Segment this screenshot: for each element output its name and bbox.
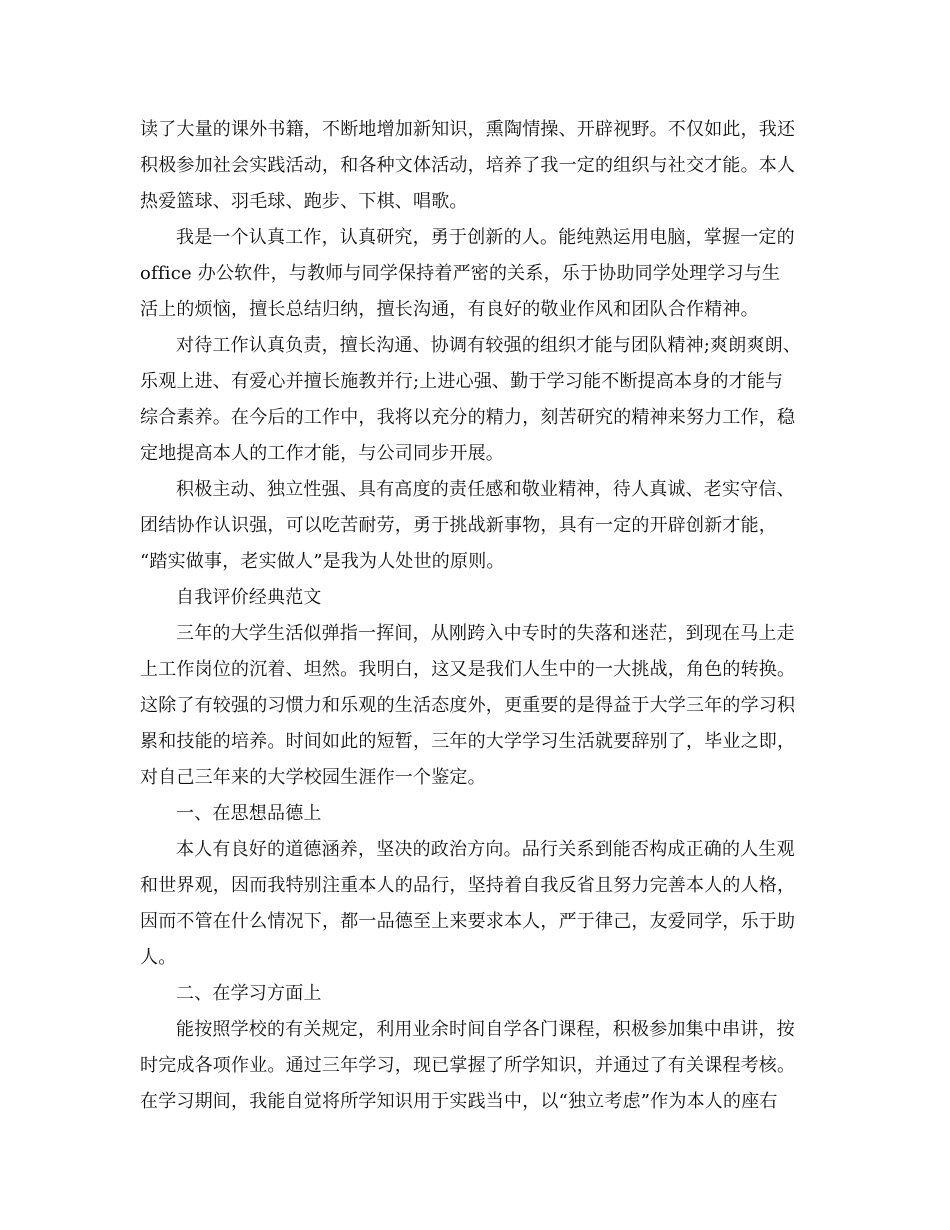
text-line: 能按照学校的有关规定，利用业余时间自学各门课程，积极参加集中串讲，按	[176, 1019, 795, 1040]
text-line: 团结协作认识强，可以吃苦耐劳，勇于挑战新事物，具有一定的开辟创新才能，	[140, 515, 777, 536]
text-line: 时完成各项作业。通过三年学习，现已掌握了所学知识，并通过了有关课程考核。	[140, 1055, 796, 1076]
text-line: 因而不管在什么情况下，都一品德至上来要求本人，严于律己，友爱同学，乐于助	[140, 911, 796, 932]
text-line: 对自己三年来的大学校园生涯作一个鉴定。	[140, 767, 486, 788]
text-line: 积极主动、独立性强、具有高度的责任感和敬业精神，待人真诚、老实守信、	[176, 479, 795, 500]
document-page	[140, 112, 812, 1120]
text-line: 读了大量的课外书籍，不断地增加新知识，熏陶情操、开辟视野。不仅如此，我还	[140, 119, 796, 140]
text-line: 我是一个认真工作，认真研究，勇于创新的人。能纯熟运用电脑，掌握一定的	[176, 227, 795, 248]
text-line: 本人有良好的道德涵养，坚决的政治方向。品行关系到能否构成正确的人生观	[176, 839, 795, 860]
text-line: 活上的烦恼，擅长总结归纳，擅长沟通，有良好的敬业作风和团队合作精神。	[140, 299, 759, 320]
text-line: 上工作岗位的沉着、坦然。我明白，这又是我们人生中的一大挑战，角色的转换。	[140, 659, 796, 680]
text-line: office 办公软件，与教师与同学保持着严密的关系，乐于协助同学处理学习与生	[140, 263, 781, 284]
text-line: 定地提高本人的工作才能，与公司同步开展。	[140, 443, 504, 464]
text-line: 累和技能的培养。时间如此的短暂，三年的大学学习生活就要辞别了，毕业之即，	[140, 731, 796, 752]
text-line: 在学习期间，我能自觉将所学知识用于实践当中，以“独立考虑”作为本人的座右	[140, 1091, 778, 1112]
text-line: 对待工作认真负责，擅长沟通、协调有较强的组织才能与团队精神;爽朗爽朗、	[176, 335, 802, 356]
document-body	[140, 112, 812, 1120]
text-line: 热爱篮球、羽毛球、跑步、下棋、唱歌。	[140, 191, 468, 212]
text-line: 这除了有较强的习惯力和乐观的生活态度外，更重要的是得益于大学三年的学习积	[140, 695, 796, 716]
text-line: 积极参加社会实践活动，和各种文体活动，培养了我一定的组织与社交才能。本人	[140, 155, 796, 176]
text-line: 人。	[140, 947, 177, 968]
text-line: 和世界观，因而我特别注重本人的品行，坚持着自我反省且努力完善本人的人格，	[140, 875, 796, 896]
text-line: 综合素养。在今后的工作中，我将以充分的精力，刻苦研究的精神来努力工作，稳	[140, 407, 796, 428]
text-line: 乐观上进、有爱心并擅长施教并行;上进心强、勤于学习能不断提高本身的才能与	[140, 371, 784, 392]
text-line: 三年的大学生活似弹指一挥间，从刚跨入中专时的失落和迷茫，到现在马上走	[176, 623, 795, 644]
text-line: “踏实做事，老实做人”是我为人处世的原则。	[140, 551, 505, 572]
text-line: 自我评价经典范文	[176, 587, 322, 608]
text-line: 一、在思想品德上	[176, 803, 322, 824]
text-line: 二、在学习方面上	[176, 983, 322, 1004]
